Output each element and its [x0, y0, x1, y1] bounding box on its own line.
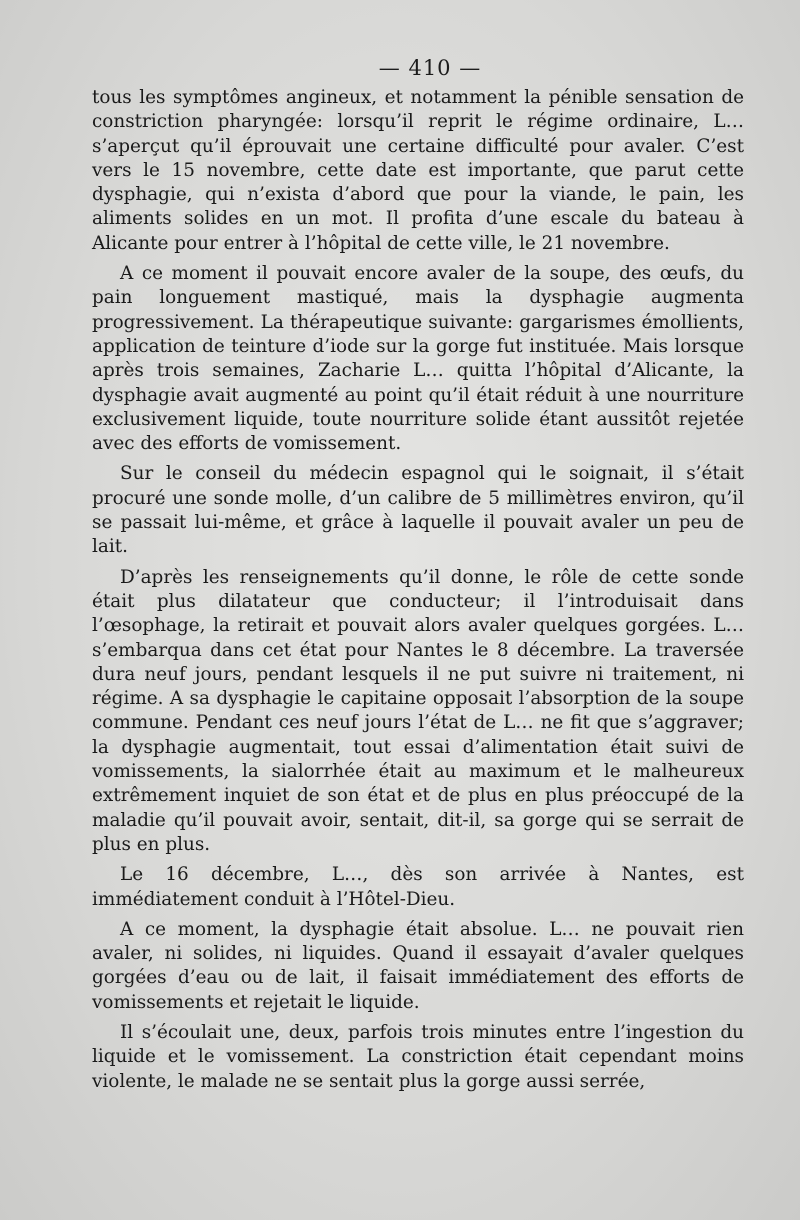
- paragraph-5: Le 16 décembre, L…, dès son arrivée à Nantes, est immédiatement conduit à l’Hôtel-Dieu.: [92, 864, 744, 910]
- paragraph-4: D’après les renseignements qu’il donne, le rôle de cette sonde était plus dilatateur que conducteur; il l’introduisait dans l’œsophage, la retirait et pouvait alors avaler quelques gorgées. L… s’embarqua dans cet état pour Nantes le 8 décembre. La traversée dura neuf jours, pendant lesquels il ne put suivre ni traitement, ni régime. A sa dysphagie le capitaine opposait l’absorption de la soupe commune. Pendant ces neuf jours l’état de L… ne fit que s’aggraver; la dysphagie augmentait, tout essai d’alimentation était suivi de vomissements, la sialorrhée était au maximum et le malheureux extrêmement inquiet de son état et de plus en plus préoccupé de la maladie qu’il pouvait avoir, sentait, dit-il, sa gorge qui se serrait de plus en plus.: [92, 566, 744, 855]
- page-number: — 410 —: [378, 56, 482, 80]
- paragraph-3: Sur le conseil du médecin espagnol qui le soignait, il s’était procuré une sonde molle, d’un calibre de 5 millimètres environ, qu’il se passait lui-même, et grâce à laquelle il pouvait avaler un peu de lait.: [92, 463, 744, 558]
- paragraph-7: Il s’écoulait une, deux, parfois trois minutes entre l’ingestion du liquide et le vomissement. La constriction était cependant moins violente, le malade ne se sentait plus la gorge aussi serrée,: [92, 1021, 744, 1092]
- paragraph-1: tous les symptômes angineux, et notamment la pénible sensation de constriction pharyngée: lorsqu’il reprit le régime ordinaire, L… s’aperçut qu’il éprouvait une certaine difficulté pour avaler. C’est vers le 15 novembre, cette date est importante, que parut cette dysphagie, qui n’exista d’abord que pour la viande, le pain, les aliments solides en un mot. Il profita d’une escale du bateau à Alicante pour entrer à l’hôpital de cette ville, le 21 novembre.: [92, 87, 744, 254]
- paragraph-6: A ce moment, la dysphagie était absolue. L… ne pouvait rien avaler, ni solides, ni liquides. Quand il essayait d’avaler quelques gorgées d’eau ou de lait, il faisait immédiatement des efforts de vomissements et rejetait le liquide.: [92, 918, 744, 1013]
- paragraph-2: A ce moment il pouvait encore avaler de la soupe, des œufs, du pain longuement mastiqué, mais la dysphagie augmenta progressivement. La thérapeutique suivante: gargarismes émollients, application de teinture d’iode sur la gorge fut instituée. Mais lorsque après trois semaines, Zacharie L… quitta l’hôpital d’Alicante, la dysphagie avait augmenté au point qu’il était réduit à une nourriture exclusivement liquide, toute nourriture solide étant aussitôt rejetée avec des efforts de vomissement.: [92, 263, 744, 455]
- body-text: [92, 86, 744, 1100]
